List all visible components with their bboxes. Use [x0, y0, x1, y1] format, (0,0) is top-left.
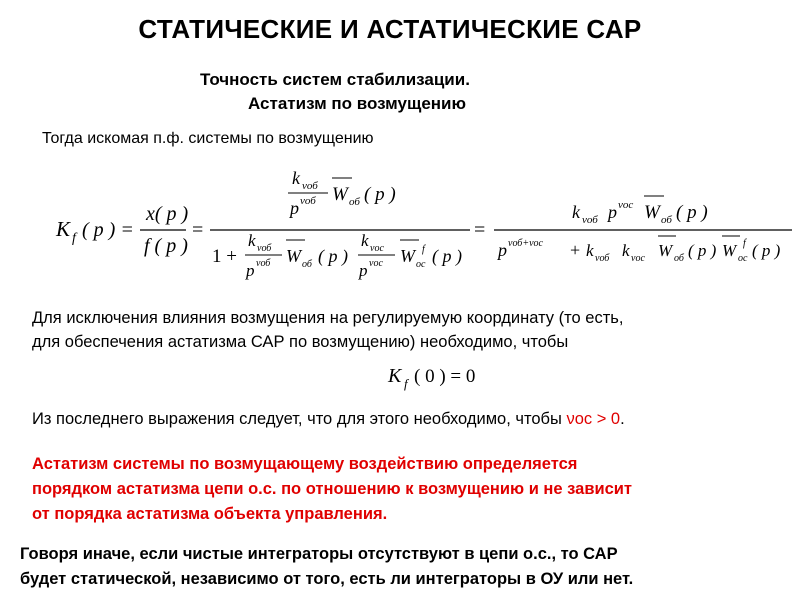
- frac2-den-w2-sub: ос: [416, 259, 426, 270]
- transfer-function-formula: [0, 160, 800, 295]
- frac2-den-one: 1 +: [212, 246, 237, 267]
- frac2-den-w: W: [286, 246, 301, 266]
- frac3-den-arg-2: ( p ): [752, 241, 781, 260]
- frac3-den-k2-sub: νос: [631, 253, 645, 264]
- frac2-num-w-sub: об: [349, 196, 360, 208]
- frac3-num-w: W: [644, 202, 660, 223]
- frac3-num-arg: ( p ): [676, 202, 708, 223]
- frac2-den-p2-sup: νос: [369, 258, 383, 269]
- paragraph-2: [32, 410, 625, 429]
- final-statement-line-2: будет статической, независимо от того, есть ли интеграторы в ОУ или нет.: [20, 570, 634, 588]
- frac3-den-w2: W: [722, 241, 737, 260]
- frac2-num-p-sup: νоб: [300, 195, 316, 207]
- final-statement-line-1: Говоря иначе, если чистые интеграторы отсутствуют в цепи о.с., то САР: [20, 545, 618, 563]
- frac2-num-arg: ( p ): [364, 184, 396, 205]
- condition-k: K: [388, 365, 402, 387]
- frac3-den-k1-sub: νоб: [595, 253, 610, 264]
- final-statement: [20, 542, 633, 592]
- frac2-num-k-sub: νоб: [302, 180, 318, 192]
- frac3-den-w2-sub: ос: [738, 253, 748, 264]
- paragraph-1: [32, 306, 623, 354]
- frac3-den-arg-1: ( p ): [688, 241, 717, 260]
- frac2-num-p: p: [290, 198, 299, 218]
- frac2-den-k-sub: νоб: [257, 243, 272, 254]
- frac2-den-w2-sup: f: [422, 244, 425, 255]
- frac2-num-w: W: [332, 184, 348, 205]
- frac1-numerator: x( p ): [146, 203, 189, 225]
- paragraph-2-text: Из последнего выражения следует, что для этого необходимо, чтобы: [32, 410, 567, 428]
- formula-lhs: K: [56, 217, 71, 241]
- frac3-den-k1: k: [586, 241, 594, 260]
- red-conclusion: [32, 452, 632, 527]
- intro-text: Тогда искомая п.ф. системы по возмущению: [42, 130, 374, 147]
- frac2-den-w2: W: [400, 246, 415, 266]
- red-conclusion-line-1: Астатизм системы по возмущающему воздействию определяется: [32, 455, 578, 473]
- frac2-den-w-sub: об: [302, 259, 312, 270]
- frac3-den-plus: +: [570, 240, 581, 260]
- frac2-den-k2: k: [361, 231, 369, 250]
- slide-title: СТАТИЧЕСКИЕ И АСТАТИЧЕСКИЕ САР: [138, 14, 642, 44]
- subtitle-line-2: Астатизм по возмущению: [248, 94, 467, 113]
- frac3-num-k: k: [572, 202, 580, 222]
- condition-formula: [384, 360, 494, 392]
- frac3-num-p: p: [608, 202, 617, 222]
- frac2-den-arg-1: ( p ): [318, 246, 348, 266]
- frac1-denominator: f ( p ): [144, 235, 188, 257]
- frac3-den-k2: k: [622, 241, 630, 260]
- frac3-num-p-sup: νос: [618, 199, 634, 211]
- equals-2: =: [474, 219, 486, 241]
- equals-1: =: [192, 219, 204, 241]
- frac2-den-arg-2: ( p ): [432, 246, 462, 266]
- formula-lhs-sub: f: [72, 231, 76, 246]
- frac2-den-k: k: [248, 231, 256, 250]
- red-conclusion-line-3: от порядка астатизма объекта управления.: [32, 505, 388, 523]
- frac3-num-w-sub: об: [661, 214, 672, 226]
- frac3-den-w1: W: [658, 241, 673, 260]
- paragraph-2-condition: νос > 0: [566, 410, 621, 428]
- condition-rest: ( 0 ) = 0: [414, 366, 476, 387]
- paragraph-2-end: .: [620, 410, 625, 428]
- frac3-den-w1-sub: об: [674, 253, 684, 264]
- formula-lhs-arg: ( p ) =: [82, 219, 134, 241]
- frac2-den-k2-sub: νос: [370, 243, 384, 254]
- paragraph-1-line-2: для обеспечения астатизма САР по возмущению) необходимо, чтобы: [32, 333, 569, 351]
- frac3-den-p: p: [498, 240, 507, 260]
- frac2-den-p: p: [246, 261, 255, 280]
- frac2-num-k: k: [292, 168, 300, 188]
- frac2-den-p2: p: [359, 261, 368, 280]
- red-conclusion-line-2: порядком астатизма цепи о.с. по отношению к возмущению и не зависит: [32, 480, 633, 498]
- frac2-den-p-sup: νоб: [256, 258, 271, 269]
- condition-f-sub: f: [404, 376, 408, 391]
- paragraph-1-line-1: Для исключения влияния возмущения на регулируемую координату (то есть,: [32, 309, 624, 327]
- subtitle-line-1: Точность систем стабилизации.: [200, 70, 470, 89]
- frac3-den-p-sup: νоб+νос: [508, 238, 543, 249]
- frac3-num-k-sub: νоб: [582, 214, 598, 226]
- frac3-den-w2-sup: f: [743, 238, 746, 249]
